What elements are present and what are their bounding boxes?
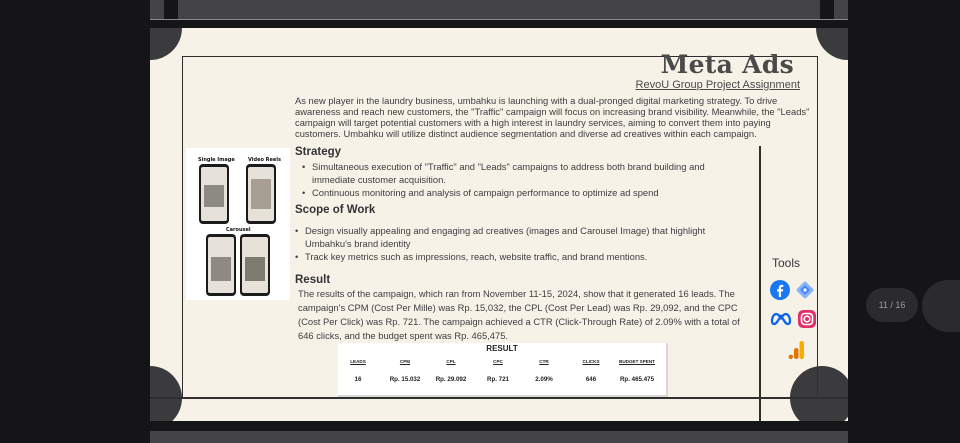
phone-mockup (240, 234, 270, 296)
strategy-list (302, 160, 730, 199)
table-cell: Rp. 15.032 (389, 376, 421, 383)
result-table-title: RESULT (486, 344, 518, 353)
table-cell: 646 (585, 376, 597, 383)
slide-subtitle: RevoU Group Project Assignment (635, 79, 800, 91)
divider (150, 397, 848, 399)
slide-title: Meta Ads (660, 50, 794, 79)
intro-paragraph: As new player in the laundry business, umbahku is launching with a dual-pronged digital marketing strategy. To drive awareness and reach new customers, the "Traffic" campaign will focus on increasing brand visibility. Meanwhile, the "Leads" campaign will target potential customers with a high interest in laundry services, aiming to convert them into paying customers. Umbahku will utilize distinct audience segmentation and diverse ad creatives within each campaign. (295, 95, 810, 139)
scope-heading: Scope of Work (295, 204, 376, 216)
table-header: CPL (446, 359, 456, 364)
instagram-icon (797, 309, 817, 329)
tools-label: Tools (772, 256, 801, 270)
thumb-label-video: Video Reels (248, 157, 281, 163)
corner-ornament (150, 366, 182, 421)
google-analytics-icon (787, 340, 807, 360)
strategy-heading: Strategy (295, 146, 342, 158)
list-item: • Track key metrics such as impressions, reach, website traffic, and brand mentions. (295, 250, 725, 263)
list-item: • Simultaneous execution of "Traffic" and "Leads" campaigns to address both brand building and immediate customer acquisition. (302, 160, 730, 186)
thumb-label-single: Single Image (198, 157, 235, 163)
thumb-label-carousel: Carousel (226, 227, 251, 233)
scope-list (295, 224, 725, 263)
grid-view-button[interactable] (922, 280, 960, 332)
table-header: CPC (493, 359, 503, 364)
page-indicator[interactable]: 11 / 16 (866, 288, 918, 322)
corner-ornament (150, 28, 182, 60)
table-header: CLICKS (582, 359, 600, 364)
table-cell: 16 (354, 376, 362, 383)
slide-meta-ads (150, 28, 848, 421)
phone-mockup (199, 164, 229, 224)
next-slide[interactable] (150, 431, 848, 443)
table-header: BUDGET SPENT (619, 359, 655, 364)
meta-icon (770, 308, 792, 328)
corner-ornament (816, 28, 848, 60)
ad-creatives-image (186, 148, 290, 300)
phone-mockup (206, 234, 236, 296)
facebook-icon (770, 280, 790, 300)
divider (759, 146, 761, 421)
result-table (338, 343, 668, 397)
phone-mockup (246, 164, 276, 224)
table-header: CPM (399, 359, 411, 364)
table-header: LEADS (350, 359, 366, 364)
list-item: • Design visually appealing and engaging ad creatives (images and Carousel Image) that highlight Umbahku's brand identity (295, 224, 725, 250)
result-paragraph: The results of the campaign, which ran from November 11-15, 2024, show that it generated 16 leads. The campaign's CPM (Cost Per Mille) was Rp. 15,032, the CPL (Cost Per Lead) was Rp. 29,092, and the CPC (Cost Per Click) was Rp. 721. The campaign achieved a CTR (Click-Through Rate) of 2.09% with a total of 646 clicks, and the budget spent was Rp. 465,475. (298, 288, 740, 341)
result-heading: Result (295, 274, 331, 286)
table-header: CTR (539, 359, 549, 364)
list-item: • Continuous monitoring and analysis of campaign performance to optimize ad spend (302, 186, 730, 199)
previous-slide[interactable] (150, 0, 848, 20)
table-cell: Rp. 721 (486, 376, 510, 383)
google-tag-manager-icon (795, 280, 815, 300)
table-cell: 2.09% (535, 376, 553, 383)
table-cell: Rp. 465.475 (619, 376, 655, 383)
table-cell: Rp. 29.092 (435, 376, 467, 383)
